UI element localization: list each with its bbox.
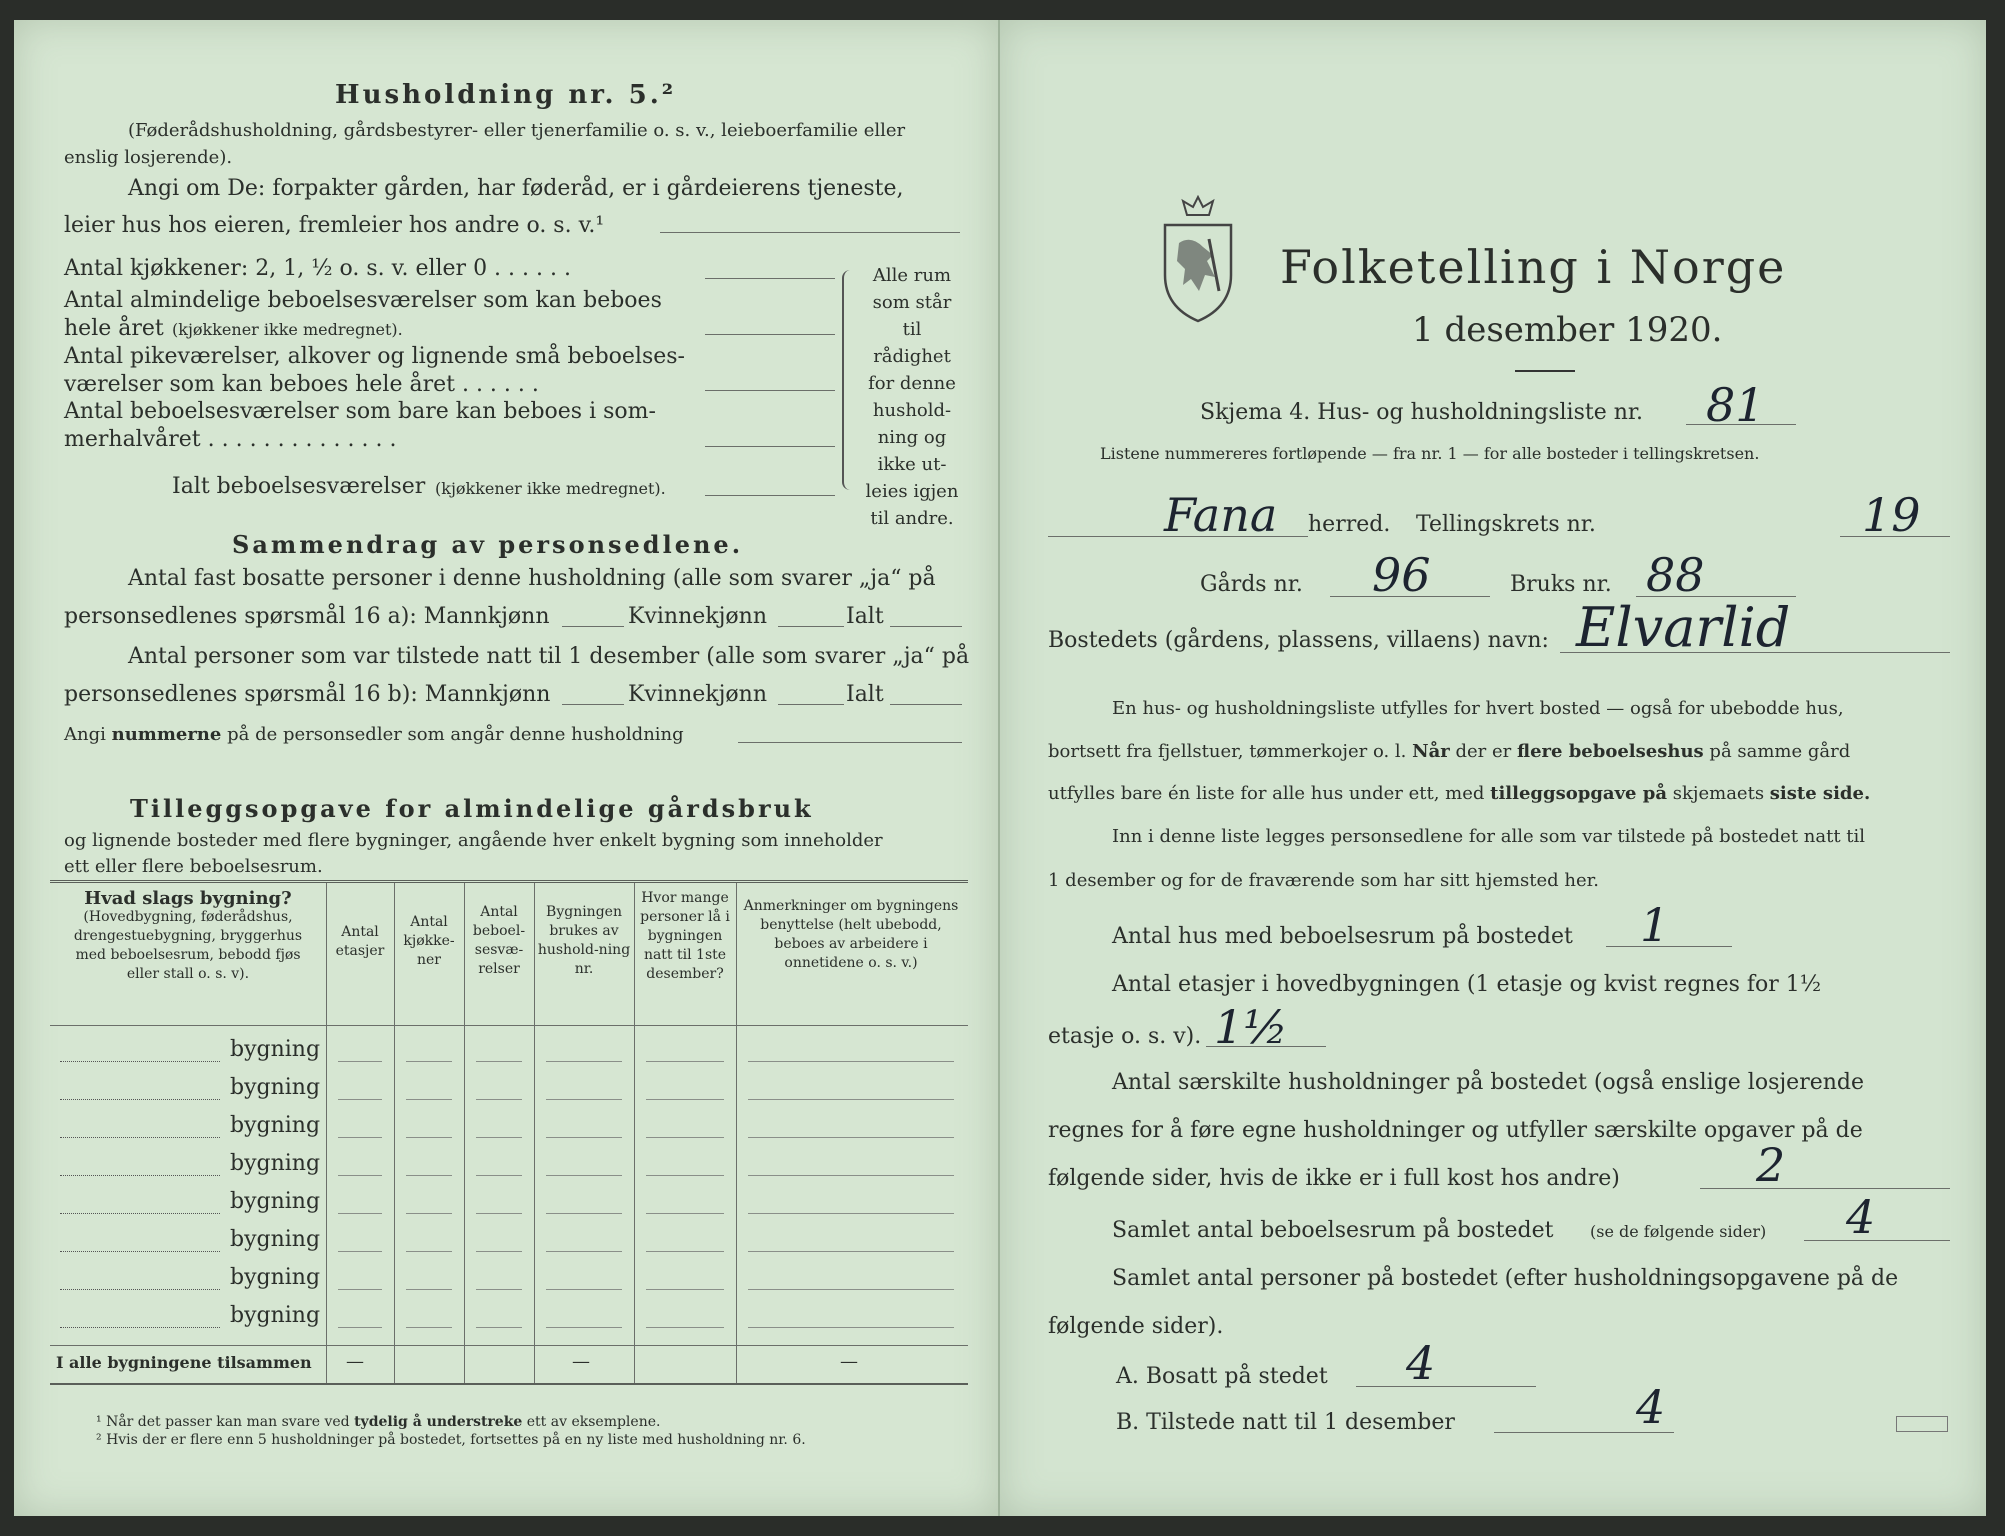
total-divider bbox=[50, 1345, 968, 1346]
table-row bbox=[50, 1147, 968, 1185]
para1-line1: En hus- og husholdningsliste utfylles for hvert bosted — også for ubebodde hus, bbox=[1112, 698, 1844, 719]
para1-line2-bold2: flere beboelseshus bbox=[1516, 741, 1704, 762]
bosatt-value: 4 bbox=[1406, 1336, 1436, 1390]
fast-line-2: personsedlenes spørsmål 16 a): Mannkjønn bbox=[64, 604, 550, 629]
nummerne-bold: nummerne bbox=[111, 724, 222, 745]
row-label: bygning bbox=[230, 1151, 321, 1176]
side-note bbox=[862, 262, 962, 532]
table-cell[interactable] bbox=[546, 1099, 622, 1100]
nummerne-post: på de personsedler som angår denne husholdning bbox=[227, 724, 684, 745]
row-name-field[interactable] bbox=[60, 1061, 220, 1062]
table-cell[interactable] bbox=[406, 1213, 452, 1214]
bosatt-label: A. Bosatt på stedet bbox=[1116, 1364, 1328, 1389]
table-cell[interactable] bbox=[476, 1251, 522, 1252]
header-hvad-sub: (Hovedbygning, føderådshus, drengestuebygning, bryggerhus med beboelsesrum, bebodd fjøs eller stall o. s. v). bbox=[73, 909, 303, 982]
table-cell[interactable] bbox=[546, 1251, 622, 1252]
table-cell[interactable] bbox=[406, 1251, 452, 1252]
table-row bbox=[50, 1071, 968, 1109]
side-note-line: hushold- bbox=[872, 400, 952, 421]
bostedets-value: Elvarlid bbox=[1576, 596, 1791, 659]
alm-label-2: hele året bbox=[64, 316, 164, 341]
pike-label-1: Antal pikeværelser, alkover og lignende små beboelses- bbox=[64, 344, 685, 369]
household-title: Husholdning nr. 5.² bbox=[335, 80, 677, 110]
nummerne-pre: Angi bbox=[64, 724, 106, 745]
table-cell[interactable] bbox=[748, 1137, 954, 1138]
table-row bbox=[50, 1109, 968, 1147]
para1-line3-bold2: siste side. bbox=[1769, 783, 1871, 804]
header-beboelse: Antal beboel-sesvæ-relser bbox=[472, 904, 526, 977]
row-label: bygning bbox=[230, 1303, 321, 1328]
etasjer-value: 1½ bbox=[1214, 1000, 1288, 1054]
table-cell[interactable] bbox=[748, 1251, 954, 1252]
table-cell[interactable] bbox=[646, 1213, 724, 1214]
total-label: I alle bygningene tilsammen bbox=[56, 1353, 312, 1372]
table-cell[interactable] bbox=[406, 1175, 452, 1176]
table-row bbox=[50, 1261, 968, 1299]
total-dash-anm: — bbox=[840, 1351, 858, 1372]
listene-note: Listene nummereres fortløpende — fra nr. 1 — for alle bosteder i tellingskretsen. bbox=[1100, 444, 1760, 463]
bostedets-label: Bostedets (gårdens, plassens, villaens) navn: bbox=[1048, 628, 1549, 653]
printer-stamp bbox=[1896, 1416, 1948, 1432]
side-note-line: leies igjen bbox=[865, 481, 959, 502]
samlet-rum-value: 4 bbox=[1846, 1190, 1876, 1244]
table-cell[interactable] bbox=[546, 1061, 622, 1062]
table-cell[interactable] bbox=[476, 1327, 522, 1328]
table-cell[interactable] bbox=[476, 1175, 522, 1176]
para1-line3-bold: tilleggsopgave på bbox=[1490, 783, 1668, 804]
table-cell[interactable] bbox=[748, 1099, 954, 1100]
row-label: bygning bbox=[230, 1265, 321, 1290]
bruks-label: Bruks nr. bbox=[1510, 572, 1612, 597]
total-dash-brukes: — bbox=[572, 1351, 590, 1372]
tilstede-kvinne-label: Kvinnekjønn bbox=[628, 682, 767, 707]
header-etasjer: Antal etasjer bbox=[335, 924, 385, 959]
sarskilte-line-1: Antal særskilte husholdninger på bostedet (også enslige losjerende bbox=[1112, 1070, 1865, 1095]
table-cell[interactable] bbox=[646, 1327, 724, 1328]
row-label: bygning bbox=[230, 1075, 321, 1100]
table-cell[interactable] bbox=[338, 1289, 382, 1290]
table-cell[interactable] bbox=[476, 1061, 522, 1062]
side-note-line: til andre. bbox=[870, 508, 954, 529]
alm-label-note: (kjøkkener ikke medregnet). bbox=[172, 320, 403, 339]
table-cell[interactable] bbox=[646, 1061, 724, 1062]
sarskilte-answer-line[interactable] bbox=[1700, 1188, 1950, 1189]
tilstede-value: 4 bbox=[1636, 1380, 1666, 1434]
table-cell[interactable] bbox=[406, 1327, 452, 1328]
census-date: 1 desember 1920. bbox=[1412, 310, 1723, 350]
header-hvad bbox=[54, 889, 322, 984]
row-name-field[interactable] bbox=[60, 1251, 220, 1252]
footnote-1-pre: ¹ Når det passer kan man svare ved bbox=[96, 1414, 350, 1430]
table-cell[interactable] bbox=[476, 1213, 522, 1214]
row-label: bygning bbox=[230, 1189, 321, 1214]
sarskilte-line-3: følgende sider, hvis de ikke er i full kost hos andre) bbox=[1048, 1166, 1620, 1191]
samlet-rum-label: Samlet antal beboelsesrum på bostedet bbox=[1112, 1218, 1554, 1243]
table-cell[interactable] bbox=[646, 1175, 724, 1176]
table-cell[interactable] bbox=[476, 1137, 522, 1138]
header-personer: Hvor mange personer lå i bygningen natt til 1ste desember? bbox=[640, 890, 730, 982]
fast-kvinne-line[interactable] bbox=[778, 626, 844, 627]
side-note-line: Alle rum bbox=[872, 265, 952, 286]
census-title: Folketelling i Norge bbox=[1280, 240, 1787, 294]
para1-line2-post: på samme gård bbox=[1709, 741, 1851, 762]
para1-line2-mid: der er bbox=[1455, 741, 1512, 762]
tilstede-mann-line[interactable] bbox=[562, 704, 624, 705]
table-cell[interactable] bbox=[748, 1061, 954, 1062]
para1-line3-pre: utfylles bare én liste for alle hus under ett, med bbox=[1048, 783, 1485, 804]
table-cell[interactable] bbox=[546, 1175, 622, 1176]
fast-ialt-label: Ialt bbox=[846, 604, 884, 629]
title-rule bbox=[1515, 370, 1575, 372]
table-cell[interactable] bbox=[546, 1213, 622, 1214]
tellingskrets-value: 19 bbox=[1862, 488, 1921, 542]
table-cell[interactable] bbox=[748, 1289, 954, 1290]
footnote-1-post: ett av eksemplene. bbox=[526, 1414, 661, 1430]
fast-mann-line[interactable] bbox=[562, 626, 624, 627]
header-anmerkninger: Anmerkninger om bygningens benyttelse (helt ubebodd, beboes av arbeidere i onnetidene o. s. v.) bbox=[743, 898, 959, 971]
table-cell[interactable] bbox=[748, 1213, 954, 1214]
side-note-line: rådighet bbox=[873, 346, 951, 367]
table-cell[interactable] bbox=[338, 1061, 382, 1062]
bruks-value: 88 bbox=[1646, 548, 1705, 602]
nummerne-answer-line[interactable] bbox=[738, 742, 962, 743]
norway-coat-of-arms-icon bbox=[1157, 195, 1239, 325]
table-cell[interactable] bbox=[748, 1175, 954, 1176]
table-cell[interactable] bbox=[406, 1099, 452, 1100]
sammendrag-title: Sammendrag av personsedlene. bbox=[232, 530, 744, 559]
side-note-line: som står til bbox=[872, 292, 952, 340]
fast-line-1: Antal fast bosatte personer i denne husholdning (alle som svarer „ja“ på bbox=[128, 566, 936, 591]
row-name-field[interactable] bbox=[60, 1289, 220, 1290]
row-name-field[interactable] bbox=[60, 1137, 220, 1138]
ialt-label: Ialt beboelsesværelser bbox=[172, 474, 426, 499]
table-row bbox=[50, 1185, 968, 1223]
household-intro-2: enslig losjerende). bbox=[64, 147, 233, 168]
herred-value: Fana bbox=[1164, 488, 1278, 542]
skjema-label: Skjema 4. Hus- og husholdningsliste nr. bbox=[1200, 400, 1643, 425]
household-intro-1: (Føderådshusholdning, gårdsbestyrer- eller tjenerfamilie o. s. v., leieboerfamilie eller bbox=[128, 120, 906, 141]
tillegg-title: Tilleggsopgave for almindelige gårdsbruk bbox=[130, 794, 814, 823]
footnote-2: ² Hvis der er flere enn 5 husholdninger på bostedet, fortsettes på en ny liste med husholdning nr. 6. bbox=[96, 1432, 806, 1448]
para1-line3-mid: skjemaets bbox=[1672, 783, 1765, 804]
bosatt-line[interactable] bbox=[1356, 1386, 1536, 1387]
table-cell[interactable] bbox=[338, 1137, 382, 1138]
samlet-rum-note: (se de følgende sider) bbox=[1590, 1222, 1767, 1241]
table-row bbox=[50, 1299, 968, 1337]
table-cell[interactable] bbox=[476, 1099, 522, 1100]
header-brukes: Bygningen brukes av hushold-ning nr. bbox=[537, 904, 631, 977]
row-label: bygning bbox=[230, 1227, 321, 1252]
angi-line-2: leier hus hos eieren, fremleier hos andre o. s. v.¹ bbox=[64, 213, 605, 238]
table-cell[interactable] bbox=[406, 1289, 452, 1290]
tilstede-line-1: Antal personer som var tilstede natt til 1 desember (alle som svarer „ja“ på bbox=[128, 644, 970, 669]
angi-answer-line[interactable] bbox=[660, 232, 960, 233]
table-cell[interactable] bbox=[546, 1137, 622, 1138]
herred-label: herred. bbox=[1308, 512, 1391, 537]
table-cell[interactable] bbox=[338, 1251, 382, 1252]
table-cell[interactable] bbox=[338, 1327, 382, 1328]
brace-bracket bbox=[842, 270, 858, 490]
hus-label: Antal hus med beboelsesrum på bostedet bbox=[1112, 924, 1573, 949]
sarskilte-value: 2 bbox=[1756, 1138, 1786, 1192]
ialt-note: (kjøkkener ikke medregnet). bbox=[435, 479, 666, 498]
tilstede-ialt-label: Ialt bbox=[846, 682, 884, 707]
etasjer-line-1: Antal etasjer i hovedbygningen (1 etasje og kvist regnes for 1½ bbox=[1112, 972, 1822, 997]
fast-kvinne-label: Kvinnekjønn bbox=[628, 604, 767, 629]
table-cell[interactable] bbox=[406, 1061, 452, 1062]
tilstede-ialt-line[interactable] bbox=[890, 704, 962, 705]
side-note-line: for denne bbox=[868, 373, 956, 394]
skjema-value: 81 bbox=[1706, 378, 1765, 432]
para1-line2-pre: bortsett fra fjellstuer, tømmerkojer o. l. bbox=[1048, 741, 1407, 762]
nummerne-line bbox=[64, 724, 684, 745]
table-cell[interactable] bbox=[338, 1213, 382, 1214]
etasjer-line-2: etasje o. s. v). bbox=[1048, 1024, 1202, 1049]
total-dash-etasjer: — bbox=[346, 1351, 364, 1372]
samlet-rum-line[interactable] bbox=[1804, 1240, 1950, 1241]
row-label: bygning bbox=[230, 1037, 321, 1062]
table-cell[interactable] bbox=[338, 1175, 382, 1176]
tillegg-line-2: ett eller flere beboelsesrum. bbox=[64, 856, 323, 877]
sommer-label-2: merhalvåret . . . . . . . . . . . . . . bbox=[64, 427, 397, 452]
side-note-line: ikke ut- bbox=[877, 454, 947, 475]
header-divider bbox=[50, 1025, 968, 1026]
row-name-field[interactable] bbox=[60, 1175, 220, 1176]
pike-label-2: værelser som kan beboes hele året . . . . . . bbox=[64, 372, 539, 397]
hus-value: 1 bbox=[1640, 898, 1670, 952]
table-cell[interactable] bbox=[546, 1289, 622, 1290]
sarskilte-line-2: regnes for å føre egne husholdninger og utfyller særskilte opgaver på de bbox=[1048, 1118, 1863, 1143]
row-name-field[interactable] bbox=[60, 1213, 220, 1214]
para2-line1: Inn i denne liste legges personsedlene for alle som var tilstede på bostedet natt til bbox=[1112, 826, 1866, 847]
table-cell[interactable] bbox=[476, 1289, 522, 1290]
table-row bbox=[50, 1223, 968, 1261]
tillegg-line-1: og lignende bosteder med flere bygninger, angående hver enkelt bygning som inneholder bbox=[64, 830, 883, 851]
alm-label-1: Antal almindelige beboelsesværelser som kan beboes bbox=[64, 288, 662, 313]
tilstede-label: B. Tilstede natt til 1 desember bbox=[1116, 1410, 1455, 1435]
table-cell[interactable] bbox=[406, 1137, 452, 1138]
header-kjokkener: Antal kjøkke-ner bbox=[403, 914, 455, 968]
samlet-pers-line-2: følgende sider). bbox=[1048, 1314, 1224, 1339]
table-cell[interactable] bbox=[546, 1327, 622, 1328]
kjokkener-answer-line[interactable] bbox=[705, 278, 835, 279]
samlet-pers-line-1: Samlet antal personer på bostedet (efter husholdningsopgavene på de bbox=[1112, 1266, 1899, 1291]
row-name-field[interactable] bbox=[60, 1099, 220, 1100]
table-cell[interactable] bbox=[338, 1099, 382, 1100]
angi-line-1: Angi om De: forpakter gården, har føderåd, er i gårdeierens tjeneste, bbox=[128, 176, 904, 201]
building-table bbox=[50, 880, 968, 1385]
tellingskrets-label: Tellingskrets nr. bbox=[1416, 512, 1596, 537]
table-cell[interactable] bbox=[646, 1137, 724, 1138]
sommer-label-1: Antal beboelsesværelser som bare kan beboes i som- bbox=[64, 399, 656, 424]
gards-value: 96 bbox=[1372, 548, 1431, 602]
sommer-answer-line[interactable] bbox=[705, 446, 835, 447]
table-cell[interactable] bbox=[748, 1327, 954, 1328]
row-label: bygning bbox=[230, 1113, 321, 1138]
para1-line2 bbox=[1048, 741, 1850, 762]
tilstede-line-2: personsedlenes spørsmål 16 b): Mannkjønn bbox=[64, 682, 551, 707]
header-hvad-title: Hvad slags bygning? bbox=[84, 888, 292, 909]
para1-line2-bold1: Når bbox=[1412, 741, 1450, 762]
ialt-answer-line[interactable] bbox=[705, 495, 835, 496]
row-name-field[interactable] bbox=[60, 1327, 220, 1328]
pike-answer-line[interactable] bbox=[705, 390, 835, 391]
side-note-line: ning og bbox=[877, 427, 947, 448]
gards-label: Gårds nr. bbox=[1200, 572, 1303, 597]
footnote-1-bold: tydelig å understreke bbox=[354, 1414, 523, 1430]
kjokkener-label: Antal kjøkkener: 2, 1, ½ o. s. v. eller 0 . . . . . . bbox=[64, 256, 571, 281]
table-row bbox=[50, 1033, 968, 1071]
tilstede-kvinne-line[interactable] bbox=[778, 704, 844, 705]
table-cell[interactable] bbox=[646, 1289, 724, 1290]
alm-answer-line[interactable] bbox=[705, 334, 835, 335]
table-cell[interactable] bbox=[646, 1099, 724, 1100]
para1-line3 bbox=[1048, 783, 1870, 804]
table-cell[interactable] bbox=[646, 1251, 724, 1252]
fast-ialt-line[interactable] bbox=[890, 626, 962, 627]
para2-line2: 1 desember og for de fraværende som har sitt hjemsted her. bbox=[1048, 870, 1599, 891]
footnote-1 bbox=[96, 1414, 660, 1430]
